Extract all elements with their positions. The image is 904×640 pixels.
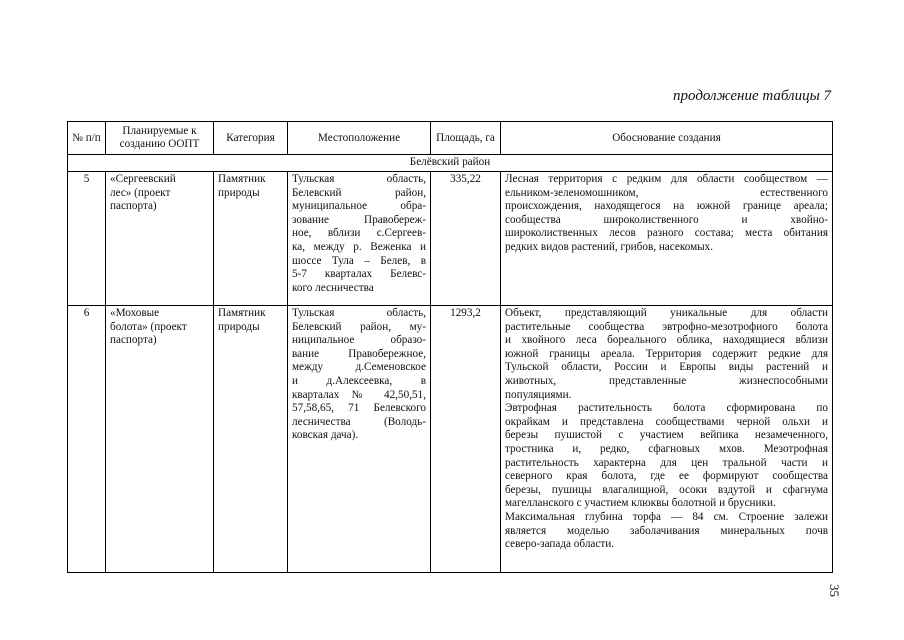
cell-line: северо-запада области.	[505, 538, 615, 551]
row-justification	[501, 172, 833, 306]
cell-line: 57,58,65, 71 Белевского	[292, 402, 426, 415]
cell-line: зование Правобереж-	[292, 213, 426, 226]
oopt-table	[67, 121, 833, 573]
header-category: Категория	[214, 122, 288, 155]
row-planned	[106, 172, 214, 306]
row-category	[214, 306, 288, 573]
cell-line: ельником-зеленомошником, естественного	[505, 186, 828, 199]
cell-line: Эвтрофная растительность болота сформирована по	[505, 402, 828, 415]
cell-line: северного края болота, где ее формируют сообщества	[505, 470, 828, 483]
cell-line: кварталах № 42,50,51,	[292, 388, 426, 401]
cell-line: Лесная территория с редким для области сообществом —	[505, 173, 828, 185]
cell-line: и д.Алексеевка, в	[292, 374, 426, 387]
cell-line: сообщества широколиственного и хвойно-	[505, 213, 828, 226]
row-location	[288, 306, 431, 573]
cell-line: Памятник	[218, 173, 266, 185]
header-location: Местоположение	[288, 122, 431, 155]
cell-line: и хвойного леса бореального облика, находящиеся вблизи	[505, 334, 828, 347]
cell-line: «Моховые	[110, 307, 160, 319]
table-continuation-caption: продолжение таблицы 7	[673, 88, 831, 104]
row-area: 335,22	[431, 172, 501, 306]
cell-line: Памятник	[218, 307, 266, 319]
cell-line: Тульской области, России и Европы виды растений и	[505, 361, 828, 374]
cell-line: животных, представленные жизнеспособными	[505, 374, 828, 387]
cell-line: растительные сообщества эвтрофно-мезотрофиого болота	[505, 320, 828, 333]
section-row	[68, 155, 833, 172]
header-justification: Обоснование создания	[501, 122, 833, 155]
row-num: 5	[68, 172, 106, 306]
cell-line: кого лесничества	[292, 281, 374, 294]
table-row	[68, 306, 833, 573]
table-header-row	[68, 122, 833, 155]
table-row	[68, 172, 833, 306]
cell-line: магелланского с участием клюквы болотной и брусники.	[505, 497, 776, 510]
cell-line: болота» (проект	[110, 320, 187, 333]
cell-line: ковская дача).	[292, 429, 359, 442]
row-area: 1293,2	[431, 306, 501, 573]
row-justification	[501, 306, 833, 573]
cell-line: между д.Семеновское	[292, 361, 426, 374]
cell-line: окрайкам и представлена сообществами черной ольхи и	[505, 415, 828, 428]
cell-line: природы	[218, 320, 260, 333]
header-num: № п/п	[68, 122, 106, 155]
cell-line: вание Правобережное,	[292, 347, 426, 360]
cell-line: березы, пушицы влагалищной, осоки вздутой и сфагнума	[505, 483, 828, 496]
cell-line: муниципальное обра-	[292, 200, 426, 213]
cell-line: редких видов растений, грибов, насекомых.	[505, 240, 714, 253]
cell-line: ное, вблизи с.Сергеев-	[292, 227, 426, 240]
row-planned	[106, 306, 214, 573]
cell-line: широколиственных лесов разного состава; места обитания	[505, 227, 828, 240]
header-planned: Планируемые к созданию ООПТ	[106, 122, 214, 155]
row-num: 6	[68, 306, 106, 573]
section-title: Белёвский район	[68, 155, 833, 172]
cell-line: лесничества (Володь-	[292, 415, 426, 428]
cell-line: лес» (проект	[110, 186, 171, 199]
row-category	[214, 172, 288, 306]
cell-line: является моделью заболачивания минеральных почв	[505, 524, 828, 537]
page-number: 35	[827, 584, 842, 597]
cell-line: Тульская область,	[292, 173, 426, 185]
cell-line: Максимальная глубина торфа — 84 см. Строение залежи	[505, 510, 828, 523]
cell-line: березы пушистой с участием вейпика незамеченного,	[505, 429, 828, 442]
cell-line: шоссе Тула – Белев, в	[292, 254, 426, 267]
cell-line: 5-7 кварталах Белевс-	[292, 268, 426, 281]
cell-line: популяциями.	[505, 388, 572, 401]
cell-line: Тульская область,	[292, 307, 426, 319]
cell-line: ниципальное образо-	[292, 334, 426, 347]
cell-line: Белевский район,	[292, 186, 426, 199]
cell-line: южной границы ареала. Территория содержит редкие для	[505, 347, 828, 360]
cell-line: Объект, представляющий уникальные для области	[505, 307, 828, 319]
cell-line: паспорта)	[110, 334, 157, 347]
cell-line: тростника и, редко, сфагновых мхов. Мезотрофная	[505, 442, 828, 455]
row-location	[288, 172, 431, 306]
cell-line: паспорта)	[110, 200, 157, 213]
cell-line: растительность характерна для цен тральной части и	[505, 456, 828, 469]
cell-line: природы	[218, 186, 260, 199]
cell-line: ка, между р. Веженка и	[292, 240, 426, 253]
cell-line: происхождения, находящегося на южной границе ареала;	[505, 200, 828, 213]
header-area: Площадь, га	[431, 122, 501, 155]
cell-line: Белевский район, му-	[292, 320, 426, 333]
cell-line: «Сергеевский	[110, 173, 176, 185]
